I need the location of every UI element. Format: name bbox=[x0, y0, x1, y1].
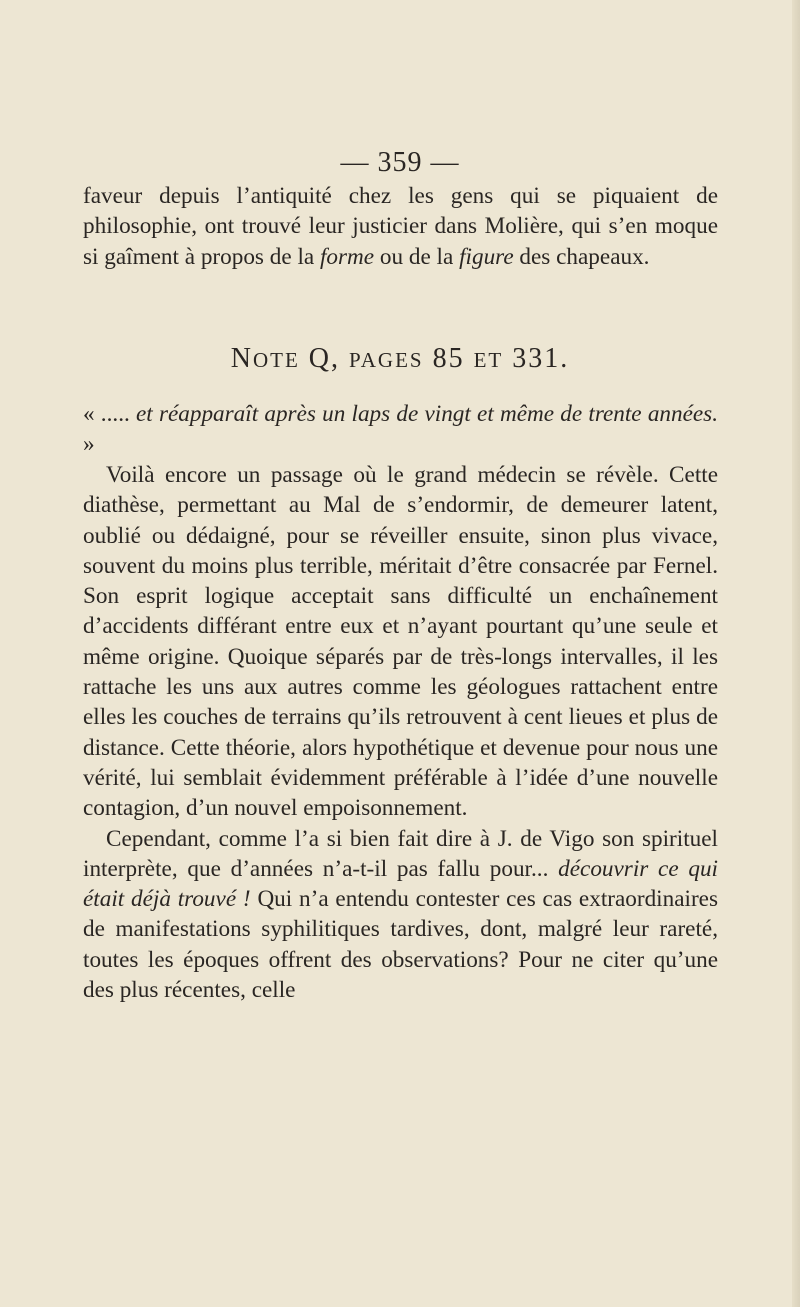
text-run: Qui n’a entendu contester ces cas extraordinaires de manifestations syphilitiques tardives, dont, malgré leur rareté, toutes les époques offrent des observations? Pour ne citer qu’une des plus récentes, celle bbox=[83, 886, 718, 1004]
body-text bbox=[83, 460, 718, 1005]
page-edge bbox=[792, 0, 800, 1307]
heading-part: PAGES bbox=[349, 348, 424, 372]
page-number: — 359 — bbox=[340, 147, 460, 178]
quote-close: » bbox=[83, 431, 95, 458]
text-run: des chapeaux. bbox=[513, 243, 650, 270]
italic-text: figure bbox=[459, 243, 514, 270]
text-run: Cependant, comme l’a si bien fait dire à J. de Vigo son spirituel interprète, que d’années n’a-t-il pas fallu pour... bbox=[83, 825, 718, 882]
heading-part: OTE bbox=[252, 348, 300, 372]
heading-part: N bbox=[230, 343, 253, 374]
paragraph bbox=[83, 181, 718, 272]
note-heading bbox=[0, 343, 800, 375]
paragraph bbox=[83, 399, 718, 460]
opening-paragraph bbox=[83, 181, 718, 272]
quotation bbox=[83, 399, 718, 460]
heading-part: Q, bbox=[299, 343, 350, 374]
paragraph: Voilà encore un passage où le grand médecin se révèle. Cette diathèse, permettant au Mal de s’endormir, de demeurer latent, oublié ou dédaigné, pour se réveiller ensuite, sinon plus vivace, souvent du moins plus terrible, méritait d’être consacrée par Fernel. Son esprit logique acceptait sans difficulté un enchaînement d’accidents différant entre eux et n’ayant pourtant qu’une seule et même origine. Quoique séparés par de très-longs intervalles, il les rattache les uns aux autres comme les géologues rattachent entre elles les couches de terrains qu’ils retrouvent à cent lieues et plus de distance. Cette théorie, alors hypothétique et devenue pour nous une vérité, lui semblait évidemment préférable à l’idée d’une nouvelle contagion, d’un nouvel empoisonnement. bbox=[83, 462, 718, 822]
heading-part: 85 bbox=[423, 343, 474, 374]
text-run: ou de la bbox=[374, 243, 460, 270]
text-run: faveur depuis l’antiquité chez les gens qui se piquaient de philosophie, ont trouvé leur justicier dans Molière, qui s’en moque si gaîment à propos de la bbox=[83, 183, 718, 270]
heading-part: 331. bbox=[503, 343, 570, 374]
italic-text: et réapparaît après un laps de vingt et même de trente années. bbox=[136, 401, 719, 427]
paragraph bbox=[83, 824, 718, 1006]
italic-text: forme bbox=[319, 243, 375, 270]
quote-open: « ..... bbox=[83, 401, 137, 427]
heading-part: ET bbox=[473, 348, 504, 372]
italic-text: découvrir ce qui était déjà trouvé ! bbox=[83, 855, 718, 913]
